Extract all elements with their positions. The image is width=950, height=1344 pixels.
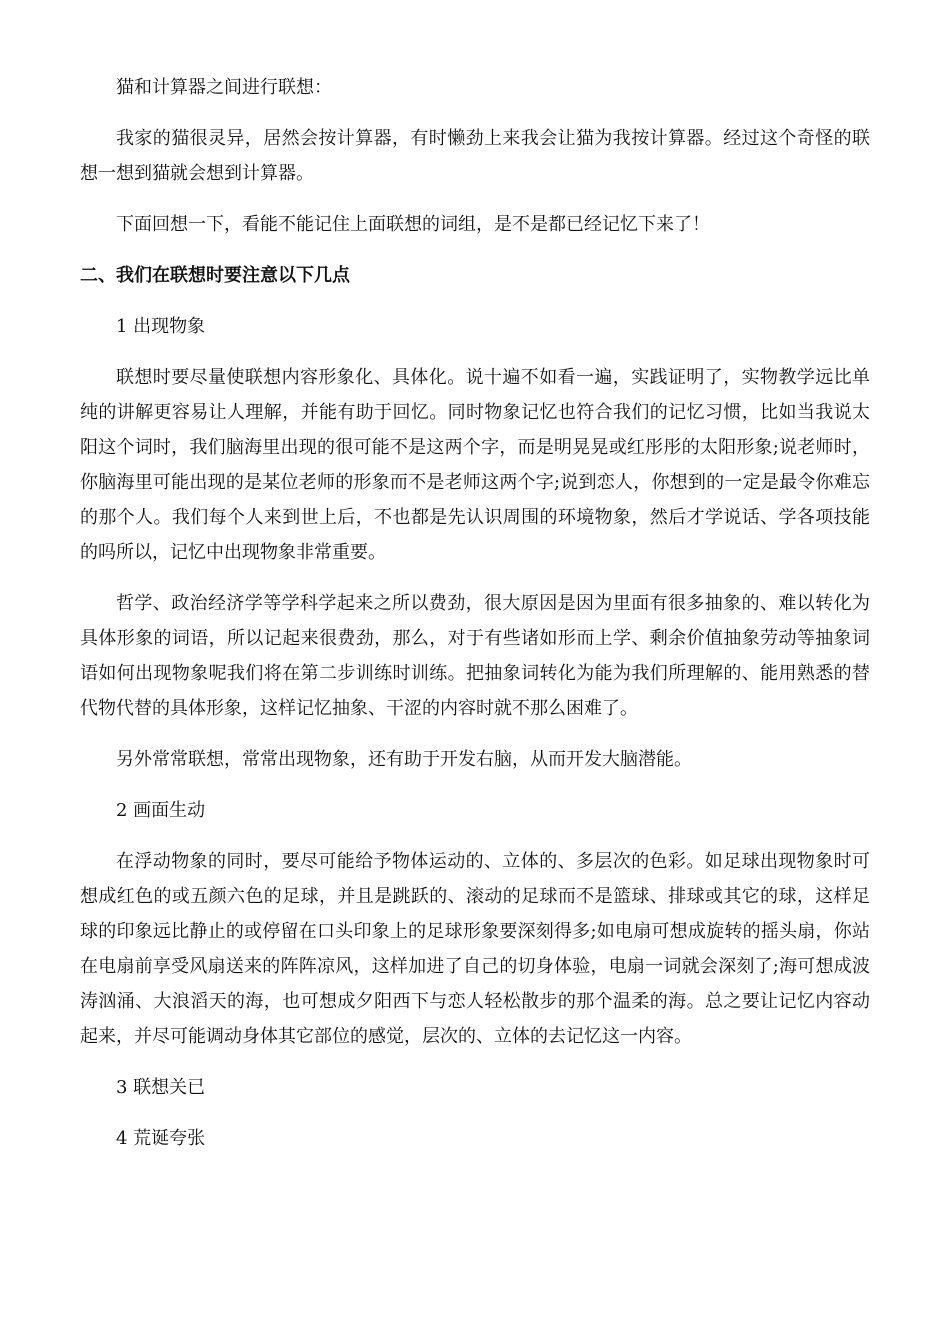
- document-page: [80, 70, 870, 1156]
- subheading-2: 2 画面生动: [116, 800, 206, 821]
- paragraph-vivid-images: 在浮动物象的同时，要尽可能给予物体运动的、立体的、多层次的色彩。如足球出现物象时可想成红色的或五颜六色的足球，并且是跳跃的、滚动的足球而不是篮球、排球或其它的球，这样足球的印象远比静止的或停留在口头印象上的足球形象要深刻得多;如电扇可想成旋转的摇头扇，你站在电扇前享受风扇送来的阵阵凉风，这样加进了自己的切身体验，电扇一词就会深刻了;海可想成波涛汹涌、大浪滔天的海，也可想成夕阳西下与恋人轻松散步的那个温柔的海。总之要让记忆内容动起来，并尽可能调动身体其它部位的感觉，层次的、立体的去记忆这一内容。: [80, 851, 870, 1047]
- paragraph-abstract-words: 哲学、政治经济学等学科学起来之所以费劲，很大原因是因为里面有很多抽象的、难以转化为具体形象的词语，所以记起来很费劲，那么，对于有些诸如形而上学、剩余价值抽象劳动等抽象词语如何出现物象呢我们将在第二步训练时训练。把抽象词转化为能为我们所理解的、能用熟悉的替代物代替的具体形象，这样记忆抽象、干涩的内容时就不那么困难了。: [80, 593, 870, 719]
- subheading-1: 1 出现物象: [116, 316, 206, 337]
- subheading-4: 4 荒诞夸张: [116, 1128, 206, 1149]
- paragraph-right-brain: 另外常常联想，常常出现物象，还有助于开发右脑，从而开发大脑潜能。: [116, 749, 692, 770]
- paragraph-recall-prompt: 下面回想一下，看能不能记住上面联想的词组，是不是都已经记忆下来了！: [116, 214, 710, 235]
- subheading-3: 3 联想关已: [116, 1077, 206, 1098]
- section-heading: 二、我们在联想时要注意以下几点: [80, 265, 350, 286]
- paragraph-object-images: 联想时要尽量使联想内容形象化、具体化。说十遍不如看一遍，实践证明了，实物教学远比单纯的讲解更容易让人理解，并能有助于回忆。同时物象记忆也符合我们的记忆习惯，比如当我说太阳这个词时，我们脑海里出现的很可能不是这两个字，而是明晃晃或红彤彤的太阳形象;说老师时，你脑海里可能出现的是某位老师的形象而不是老师这两个字;说到恋人，你想到的一定是最令你难忘的那个人。我们每个人来到世上后，不也都是先认识周围的环境物象，然后才学说话、学各项技能的吗所以，记忆中出现物象非常重要。: [80, 367, 870, 563]
- paragraph-cat-calculator-intro: 猫和计算器之间进行联想：: [116, 77, 332, 98]
- paragraph-cat-calculator-story: 我家的猫很灵异，居然会按计算器，有时懒劲上来我会让猫为我按计算器。经过这个奇怪的联想一想到猫就会想到计算器。: [80, 128, 870, 184]
